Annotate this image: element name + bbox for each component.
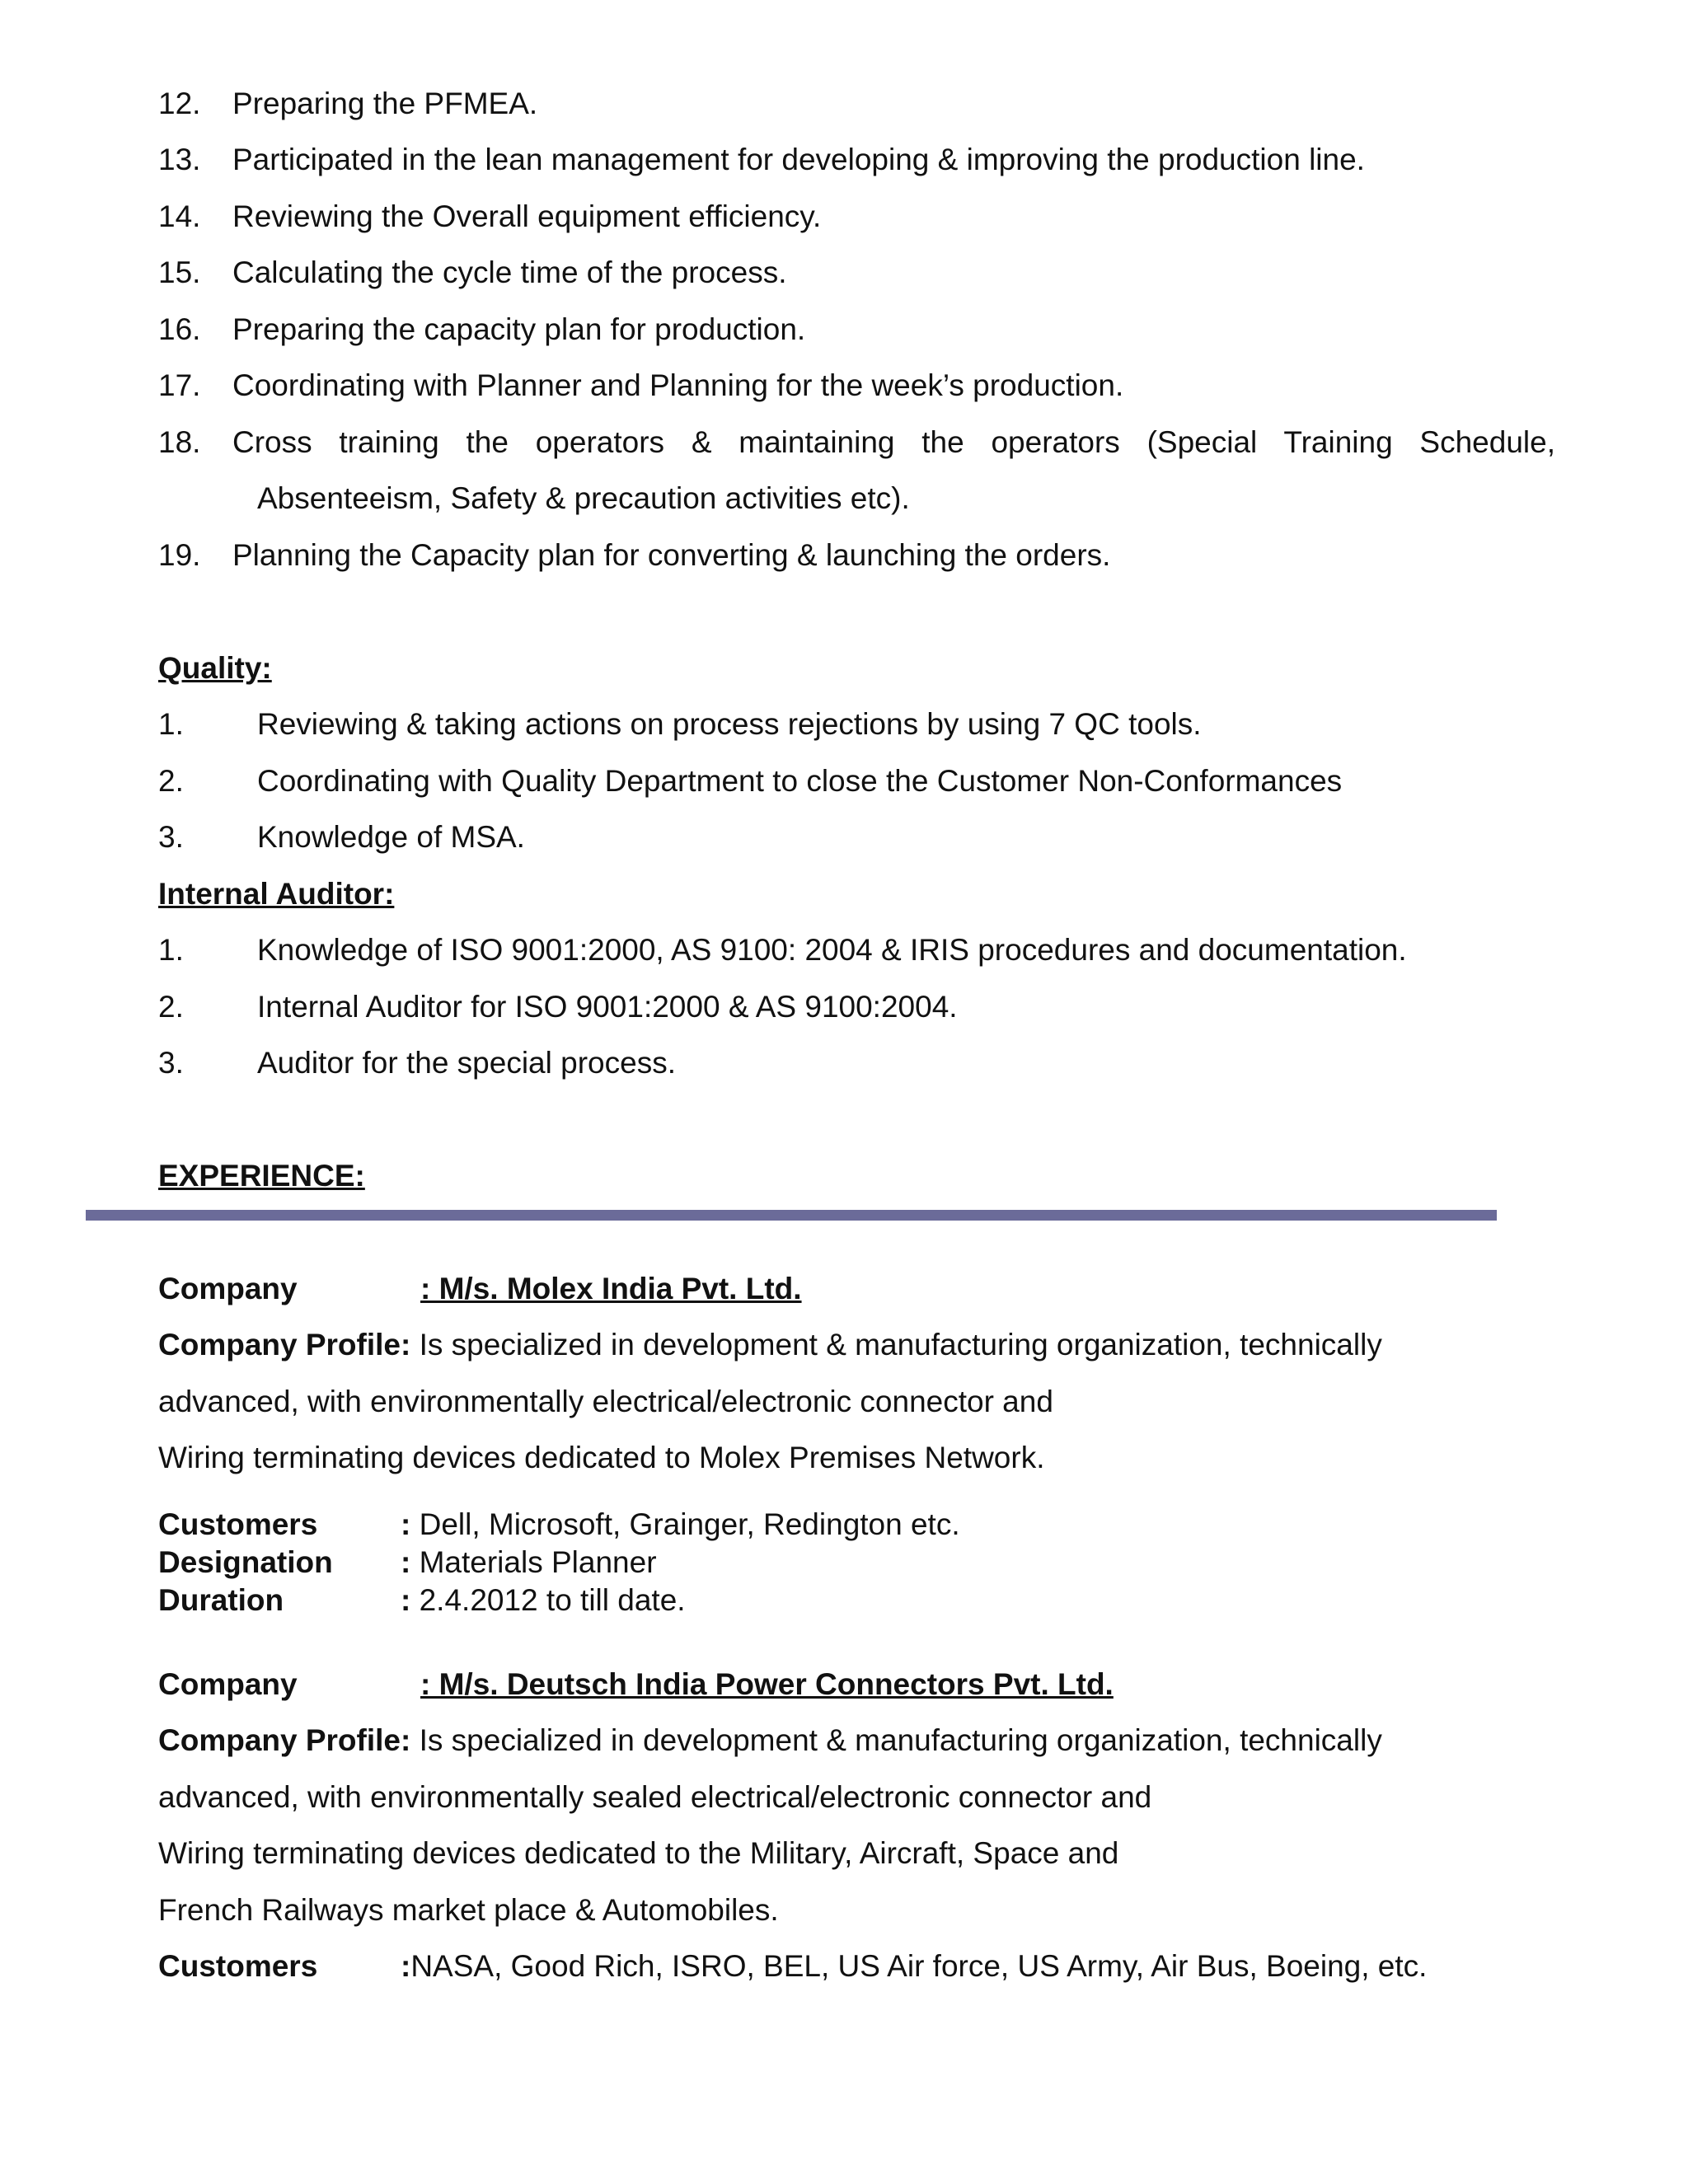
customers-value: NASA, Good Rich, ISRO, BEL, US Air force, US Army, Air Bus, Boeing, etc.: [410, 1949, 1428, 1983]
list-item: Planning the Capacity plan for converting & launching the orders.: [232, 538, 1111, 572]
company-profile-label: Company Profile:: [158, 1723, 411, 1757]
list-number: 2.: [158, 990, 184, 1024]
internal-auditor-heading: Internal Auditor:: [158, 877, 395, 911]
list-item: Preparing the PFMEA.: [232, 87, 538, 120]
list-number: 13.: [158, 143, 201, 176]
experience-heading: EXPERIENCE:: [158, 1159, 365, 1193]
duration-line: Duration : 2.4.2012 to till date.: [158, 1583, 686, 1617]
duration-value: 2.4.2012 to till date.: [410, 1583, 686, 1617]
list-item-continuation: Absenteeism, Safety & precaution activities etc).: [257, 481, 910, 515]
company-label: Company: [158, 1272, 298, 1305]
list-number: 1.: [158, 933, 184, 967]
list-item: Knowledge of ISO 9001:2000, AS 9100: 2004 & IRIS procedures and documentation.: [257, 933, 1407, 967]
section-divider: [86, 1210, 1497, 1221]
company-profile-line: [158, 1327, 1382, 1363]
company-profile-text: Wiring terminating devices dedicated to the Military, Aircraft, Space and: [158, 1836, 1119, 1870]
customers-label: Customers: [158, 1507, 318, 1541]
list-item: Auditor for the special process.: [257, 1046, 676, 1080]
company-profile-text: Is specialized in development & manufacturing organization, technically: [410, 1328, 1382, 1361]
list-item: Knowledge of MSA.: [257, 820, 525, 854]
list-item: Calculating the cycle time of the process.: [232, 255, 787, 289]
list-item: Reviewing & taking actions on process rejections by using 7 QC tools.: [257, 707, 1202, 741]
company-name-line: [158, 1666, 1114, 1703]
list-number: 2.: [158, 764, 184, 798]
company-profile-text: advanced, with environmentally sealed electrical/electronic connector and: [158, 1780, 1152, 1814]
quality-heading: Quality:: [158, 651, 272, 685]
company-name: : M/s. Deutsch India Power Connectors Pvt. Ltd.: [420, 1667, 1114, 1701]
company-profile-text: Wiring terminating devices dedicated to Molex Premises Network.: [158, 1441, 1045, 1474]
designation-line: Designation : Materials Planner: [158, 1545, 657, 1579]
list-number: 3.: [158, 820, 184, 854]
list-number: 18.: [158, 425, 201, 459]
company-profile-label: Company Profile:: [158, 1328, 411, 1361]
company-name: : M/s. Molex India Pvt. Ltd.: [420, 1272, 802, 1305]
company-label: Company: [158, 1667, 298, 1701]
list-number: 14.: [158, 199, 201, 233]
company-profile-text: French Railways market place & Automobiles.: [158, 1893, 779, 1927]
company-profile-text: advanced, with environmentally electrical/electronic connector and: [158, 1385, 1053, 1418]
list-item: Cross training the operators & maintaining the operators (Special Training Schedule,: [232, 425, 1555, 459]
customers-value: Dell, Microsoft, Grainger, Redington etc.: [410, 1507, 960, 1541]
list-number: 1.: [158, 707, 184, 741]
duration-label: Duration: [158, 1583, 284, 1617]
list-number: 12.: [158, 87, 201, 120]
company-name-line: [158, 1271, 802, 1307]
list-item: Coordinating with Quality Department to close the Customer Non-Conformances: [257, 764, 1343, 798]
customers-line: Customers :NASA, Good Rich, ISRO, BEL, US Air force, US Army, Air Bus, Boeing, etc.: [158, 1949, 1428, 1983]
list-number: 16.: [158, 312, 201, 346]
list-number: 15.: [158, 255, 201, 289]
company-profile-line: [158, 1722, 1382, 1759]
designation-label: Designation: [158, 1545, 333, 1579]
list-number: 19.: [158, 538, 201, 572]
list-item: Internal Auditor for ISO 9001:2000 & AS 9100:2004.: [257, 990, 958, 1024]
list-number: 17.: [158, 368, 201, 402]
list-item: Participated in the lean management for developing & improving the production line.: [232, 143, 1365, 176]
designation-value: Materials Planner: [410, 1545, 657, 1579]
company-profile-text: Is specialized in development & manufacturing organization, technically: [410, 1723, 1382, 1757]
list-item: Coordinating with Planner and Planning for the week’s production.: [232, 368, 1124, 402]
list-item: Preparing the capacity plan for production.: [232, 312, 806, 346]
list-number: 3.: [158, 1046, 184, 1080]
customers-line: Customers : Dell, Microsoft, Grainger, Redington etc.: [158, 1507, 960, 1541]
list-item: Reviewing the Overall equipment efficiency.: [232, 199, 822, 233]
customers-label: Customers: [158, 1949, 318, 1983]
